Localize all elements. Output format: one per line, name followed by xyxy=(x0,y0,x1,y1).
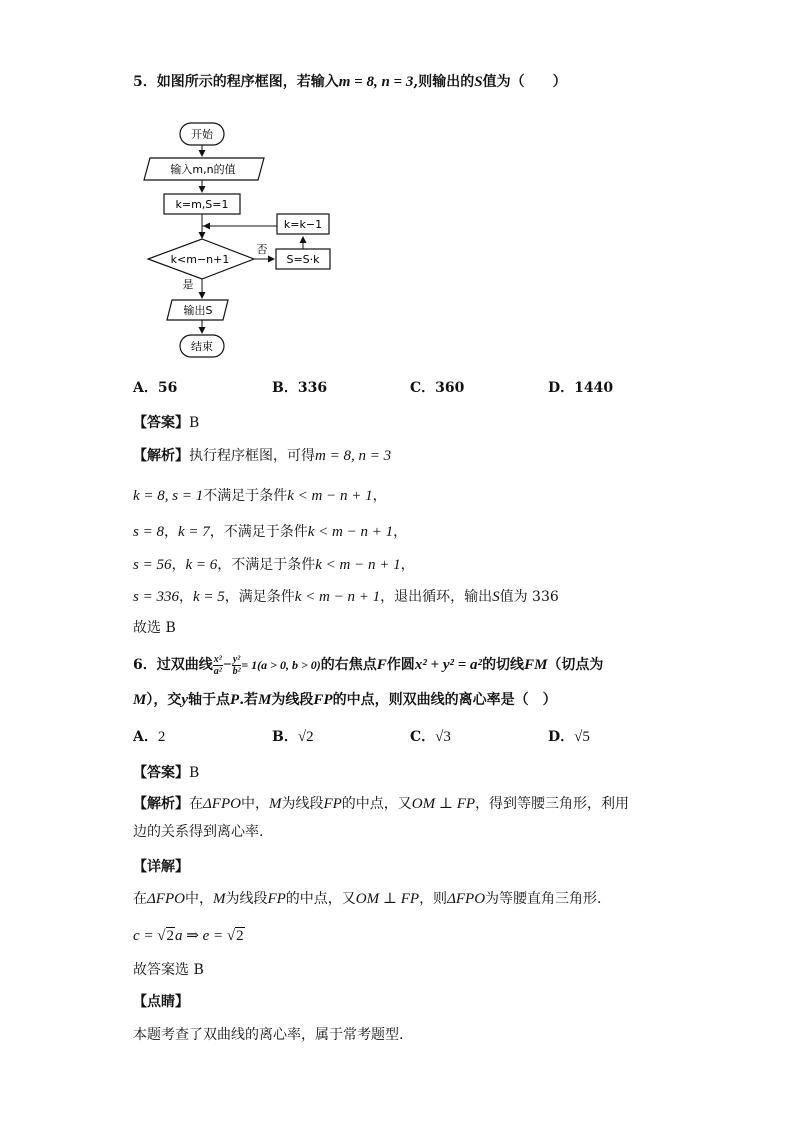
q5-number: 5． xyxy=(133,74,157,90)
flow-cond-label: k<m−n+1 xyxy=(170,253,230,266)
q6-analysis-line1: 【解析】在ΔFPO中，M为线段FP的中点，又OM ⊥ FP，得到等腰三角形，利用 xyxy=(133,796,630,812)
q6-detail: 在ΔFPO中，M为线段FP的中点，又OM ⊥ FP，则ΔFPO为等腰直角三角形. xyxy=(133,891,602,907)
q5-option-a: A．56 xyxy=(133,380,178,396)
q5-input-values: m = 8, n = 3 xyxy=(338,74,414,90)
q6-analysis-line2: 边的关系得到离心率. xyxy=(133,824,264,840)
q5-step-3: s = 56，k = 6，不满足于条件k < m − n + 1， xyxy=(133,557,415,573)
q5-option-d: D．1440 xyxy=(548,380,614,396)
flow-input-label: 输入m,n的值 xyxy=(170,163,236,176)
q5-option-b: B．336 xyxy=(272,380,328,396)
q5-step-1: k = 8, s = 1不满足于条件k < m − n + 1， xyxy=(133,488,387,504)
q6-number: 6． xyxy=(133,657,157,673)
q5-option-c: C．360 xyxy=(410,380,465,396)
flow-no-label: 否 xyxy=(256,243,268,256)
q6-option-c: C．√3 xyxy=(410,729,451,745)
q6-stem-line2: M），交y轴于点P.若M为线段FP的中点，则双曲线的离心率是（ ） xyxy=(133,692,557,708)
q5-step-2: s = 8，k = 7，不满足于条件k < m − n + 1， xyxy=(133,524,408,540)
q5-flowchart xyxy=(140,118,340,363)
q6-stem-line1: 6．过双曲线 $\frac{\text{x²}}{\text{a²}}$ − $\frac{\text{y²}}{\text{b²}}$ = 1(a > 0, b > 0)的右焦点F作圆x² + y² = a²的切线FM（切点为 xyxy=(133,653,604,677)
flow-decrement-label: k=k−1 xyxy=(283,218,323,231)
flow-start-label: 开始 xyxy=(191,128,213,141)
q6-detail-tag: 【详解】 xyxy=(133,859,189,875)
q5-stem: 5．如图所示的程序框图，若输入m = 8, n = 3,则输出的S值为（ ） xyxy=(133,74,567,90)
q6-comment-tag: 【点睛】 xyxy=(133,994,189,1010)
q6-final: 故答案选 B xyxy=(133,962,204,978)
q6-option-b: B．√2 xyxy=(272,729,314,745)
q5-answer: 【答案】B xyxy=(133,415,200,431)
flow-init-label: k=m,S=1 xyxy=(175,198,229,211)
q6-option-a: A．2 xyxy=(133,729,166,745)
flow-yes-label: 是 xyxy=(182,278,194,291)
q6-comment: 本题考查了双曲线的离心率，属于常考题型. xyxy=(133,1027,404,1043)
q5-conclusion: 故选 B xyxy=(133,620,176,636)
flow-end-label: 结束 xyxy=(191,340,213,353)
q5-step-4: s = 336，k = 5，满足条件k < m − n + 1，退出循环，输出S值为 336 xyxy=(133,589,559,605)
q5-analysis: 【解析】执行程序框图，可得m = 8, n = 3 xyxy=(133,448,392,464)
q6-formula: c = √2a ⇒ e = √2 xyxy=(133,928,244,944)
q6-answer: 【答案】B xyxy=(133,765,200,781)
q6-option-d: D．√5 xyxy=(548,729,590,745)
flow-output-label: 输出S xyxy=(183,304,213,317)
flow-multiply-label: S=S·k xyxy=(286,253,320,266)
